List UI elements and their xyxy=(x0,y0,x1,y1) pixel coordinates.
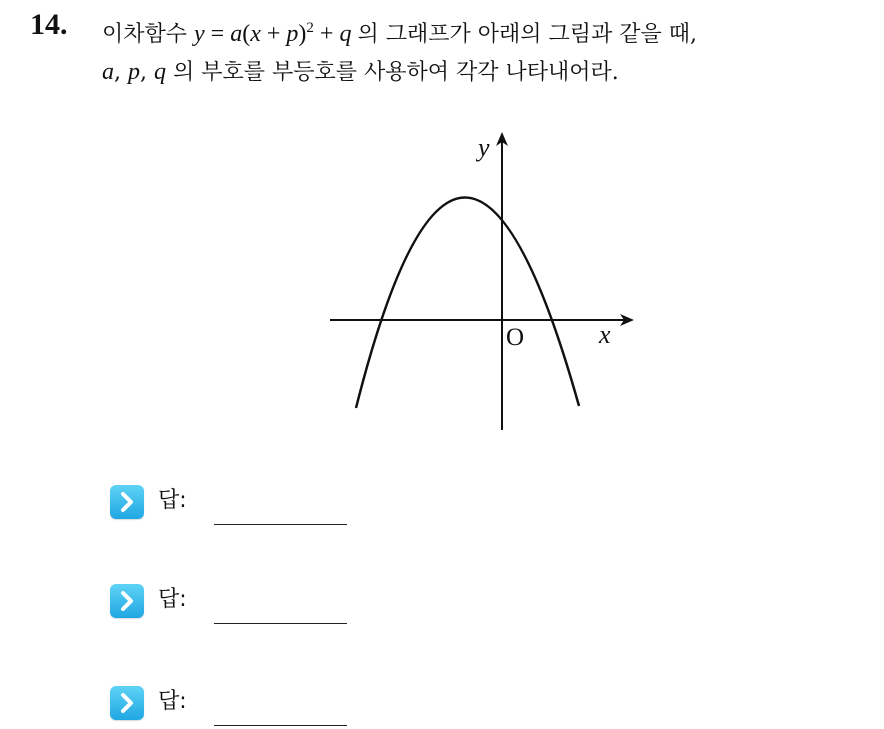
answer-label: 답: xyxy=(158,488,187,513)
parabola-graph xyxy=(320,128,640,442)
formula-plus-1: + xyxy=(266,21,281,47)
formula-exponent: 2 xyxy=(306,20,314,36)
chevron-right-icon xyxy=(110,485,144,519)
formula-paren-open: ( xyxy=(242,21,251,47)
answer-row-2 xyxy=(110,584,410,624)
var-p: p xyxy=(128,59,140,85)
answer-row-3 xyxy=(110,686,410,726)
question-number: 14. xyxy=(30,8,68,41)
answer-label: 답: xyxy=(158,689,187,714)
answer-input-2[interactable] xyxy=(214,623,347,624)
y-axis-label: y xyxy=(478,133,490,162)
formula-y: y xyxy=(194,21,205,47)
chevron-right-icon xyxy=(110,686,144,720)
answer-row-1 xyxy=(110,485,410,525)
formula-plus-2: + xyxy=(319,21,334,47)
formula-x: x xyxy=(250,21,261,47)
comma-2: , xyxy=(140,60,147,85)
answer-label: 답: xyxy=(158,587,187,612)
formula-equals: = xyxy=(210,21,225,47)
x-axis-label: x xyxy=(599,320,611,349)
formula-paren-close: ) xyxy=(298,21,307,47)
parabola-curve xyxy=(356,197,579,408)
formula-p: p xyxy=(286,21,299,47)
answer-input-3[interactable] xyxy=(214,725,347,726)
quadratic-formula xyxy=(194,21,357,47)
var-a: a xyxy=(102,59,114,85)
origin-label: O xyxy=(506,324,525,351)
question-prefix: 이차함수 xyxy=(102,22,188,47)
var-q: q xyxy=(154,59,166,85)
comma-1: , xyxy=(114,60,121,85)
question-text-line-2 xyxy=(102,57,619,88)
question-line2-suffix: 의 부호를 부등호를 사용하여 각각 나타내어라. xyxy=(173,60,619,85)
question-text-line-1 xyxy=(102,13,697,50)
formula-q: q xyxy=(339,21,352,47)
answer-input-1[interactable] xyxy=(214,524,347,525)
question-suffix: 의 그래프가 아래의 그림과 같을 때, xyxy=(357,22,697,47)
formula-a: a xyxy=(230,21,243,47)
chevron-right-icon xyxy=(110,584,144,618)
